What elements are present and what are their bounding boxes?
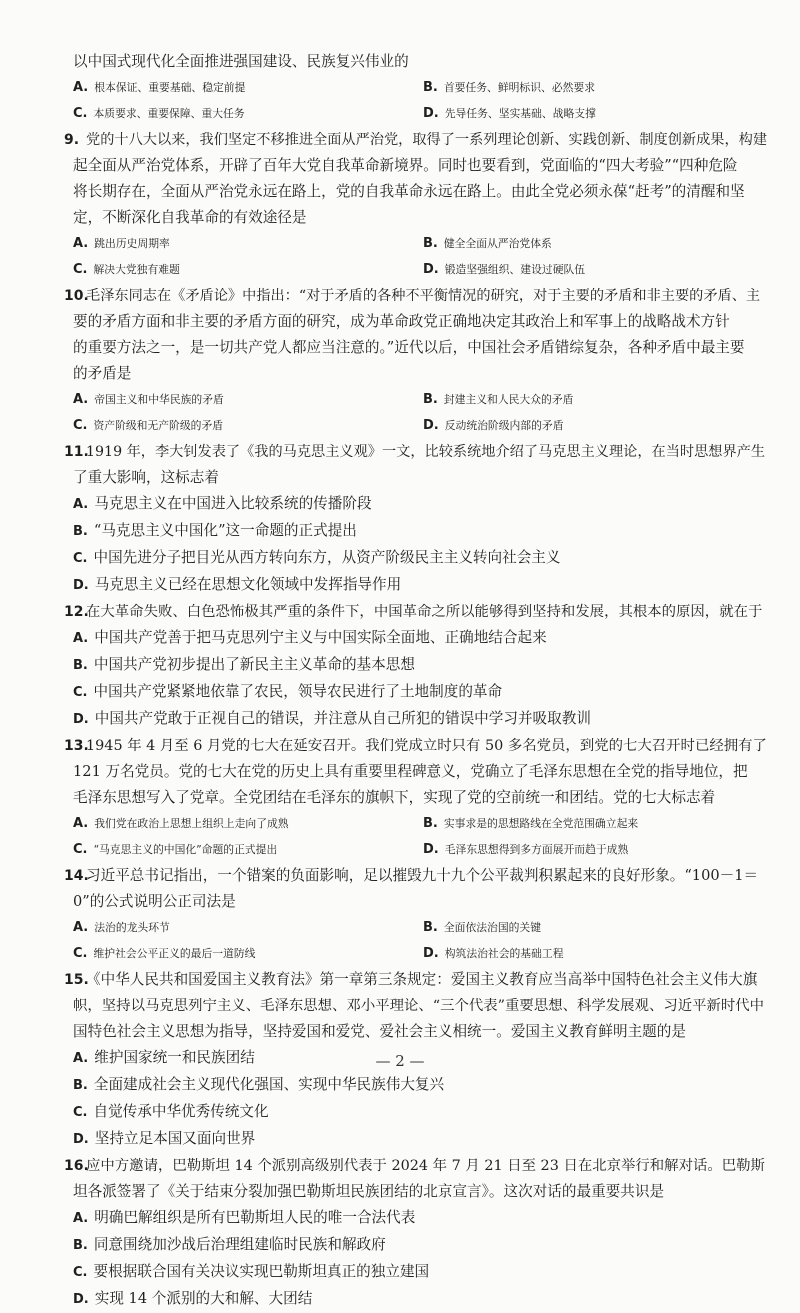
option-text: 坚持立足本国又面向世界 xyxy=(94,1130,256,1147)
option-text: 跳出历史周期率 xyxy=(94,237,170,250)
option-key: B. xyxy=(73,1238,88,1253)
option-key: B. xyxy=(423,236,438,251)
option-key: A. xyxy=(73,816,89,831)
options-group xyxy=(64,625,764,733)
question-number: 14. xyxy=(64,868,89,884)
option-key: C. xyxy=(73,418,88,433)
option-b[interactable] xyxy=(73,1072,764,1099)
option-key: D. xyxy=(423,262,439,277)
option-c[interactable] xyxy=(73,679,764,706)
options-grid xyxy=(64,75,764,127)
question-stem-text: 党的十八大以来，我们坚定不移推进全面从严治党，取得了一系列理论创新、实践创新、制度创新成果，构建 xyxy=(86,132,768,148)
option-text: 全面建成社会主义现代化强国、实现中华民族伟大复兴 xyxy=(93,1076,445,1093)
option-text: 构筑法治社会的基础工程 xyxy=(444,947,564,960)
option-key: C. xyxy=(73,685,88,700)
option-b[interactable] xyxy=(423,231,773,257)
option-key: D. xyxy=(73,1132,89,1147)
option-key: B. xyxy=(73,524,88,539)
option-key: A. xyxy=(73,1051,89,1066)
question-stem-line: 的矛盾是 xyxy=(73,365,132,382)
option-text: 毛泽东思想得到多方面展开而趋于成熟 xyxy=(444,843,629,856)
option-key: A. xyxy=(73,631,89,646)
option-key: D. xyxy=(423,842,439,857)
option-key: B. xyxy=(73,658,88,673)
option-key: A. xyxy=(73,236,89,251)
option-a[interactable] xyxy=(73,625,764,652)
option-key: C. xyxy=(73,842,88,857)
question-stem-line xyxy=(64,967,764,993)
option-key: C. xyxy=(73,1105,88,1120)
option-text: 解决大党独有难题 xyxy=(93,263,180,276)
option-text: 资产阶级和无产阶级的矛盾 xyxy=(93,419,224,432)
option-a[interactable] xyxy=(73,231,423,257)
question-stem-text: 1919 年，李大钊发表了《我的马克思主义观》一文，比较系统地介绍了马克思主义理论，在当时思想界产生 xyxy=(86,444,766,460)
option-d[interactable]: D. 先导任务、坚实基础、战略支撑 xyxy=(423,106,596,121)
option-c[interactable]: C. 本质要求、重要保障、重大任务 xyxy=(73,106,245,121)
question-11 xyxy=(64,439,764,599)
question-number: 13. xyxy=(64,738,89,754)
options-group xyxy=(64,491,764,599)
options-group xyxy=(64,387,764,439)
option-text: “马克思主义中国化”这一命题的正式提出 xyxy=(93,522,357,539)
question-12 xyxy=(64,599,764,733)
option-text: 自觉传承中华优秀传统文化 xyxy=(93,1103,269,1120)
option-c[interactable] xyxy=(73,1099,764,1126)
option-b[interactable] xyxy=(73,652,764,679)
option-text: 锻造坚强组织、建设过硬队伍 xyxy=(444,263,586,276)
option-a[interactable] xyxy=(73,811,423,837)
question-stem-line: 坦各派签署了《关于结束分裂加强巴勒斯坦民族团结的北京宣言》。这次对话的最重要共识是 xyxy=(73,1183,665,1200)
option-b[interactable] xyxy=(73,518,764,545)
question-stem-line xyxy=(64,439,764,465)
option-key: B. xyxy=(423,920,438,935)
option-key: B. xyxy=(423,816,438,831)
option-c[interactable] xyxy=(73,837,423,863)
option-d[interactable] xyxy=(73,1126,764,1153)
question-stem-line: 0”的公式说明公正司法是 xyxy=(73,893,236,910)
option-b[interactable] xyxy=(423,915,773,941)
option-d[interactable] xyxy=(423,941,773,967)
question-stem-line: 了重大影响，这标志着 xyxy=(73,469,219,486)
option-d[interactable] xyxy=(73,572,764,599)
option-key: C. xyxy=(73,1265,88,1280)
option-c[interactable] xyxy=(73,413,423,439)
question-stem-line xyxy=(64,127,768,153)
question-stem-line: 起全面从严治党体系，开辟了百年大党自我革命新境界。同时也要看到，党面临的“四大考验”“四种危险 xyxy=(73,157,738,174)
question-stem-line: 以中国式现代化全面推进强国建设、民族复兴伟业的 xyxy=(73,53,409,70)
question-stem-text: 应中方邀请，巴勒斯坦 14 个派别高级别代表于 2024 年 7 月 21 日至 23 日在北京举行和解对话。巴勒斯 xyxy=(86,1158,765,1174)
option-key: B. xyxy=(423,392,438,407)
question-stem-text: 习近平总书记指出，一个错案的负面影响，足以摧毁九十九个公平裁判积累起来的良好形象。“100－1＝ xyxy=(86,867,759,884)
question-stem-line xyxy=(64,733,767,759)
option-text: 马克思主义已经在思想文化领域中发挥指导作用 xyxy=(94,576,402,593)
question-stem-text: 毛泽东同志在《矛盾论》中指出：“对于矛盾的各种不平衡情况的研究，对于主要的矛盾和非主要的矛盾、主 xyxy=(86,288,761,304)
question-9 xyxy=(64,127,768,283)
question-stem-line: 毛泽东思想写入了党章。全党团结在毛泽东的旗帜下，实现了党的空前统一和团结。党的七大标志着 xyxy=(73,789,716,806)
option-key: A. xyxy=(73,920,89,935)
option-c[interactable] xyxy=(73,545,764,572)
question-number: 15. xyxy=(64,972,89,988)
option-d[interactable] xyxy=(73,706,764,733)
option-text: 健全全面从严治党体系 xyxy=(443,237,552,250)
question-number: 9. xyxy=(64,132,80,148)
question-list xyxy=(64,49,768,1313)
option-text: 帝国主义和中华民族的矛盾 xyxy=(94,393,224,406)
question-stem-line xyxy=(64,283,764,309)
option-text: 中国先进分子把目光从西方转向东方，从资产阶级民主主义转向社会主义 xyxy=(93,549,561,566)
question-stem-line xyxy=(64,599,764,625)
question-number: 16. xyxy=(64,1158,89,1174)
option-c[interactable] xyxy=(73,257,423,283)
option-b[interactable] xyxy=(423,811,773,837)
question-stem-text: 在大革命失败、白色恐怖极其严重的条件下，中国革命之所以能够得到坚持和发展，其根本的原因，就在于 xyxy=(86,604,763,620)
option-text: 我们党在政治上思想上组织上走向了成熟 xyxy=(94,817,289,830)
option-b[interactable] xyxy=(73,1232,764,1259)
questions-container xyxy=(64,127,768,1313)
option-text: 法治的龙头环节 xyxy=(94,921,170,934)
option-key: D. xyxy=(423,418,439,433)
question-number: 11. xyxy=(64,444,89,460)
option-d[interactable] xyxy=(423,837,773,863)
option-text: 维护国家统一和民族团结 xyxy=(94,1049,255,1066)
option-text: 维护社会公平正义的最后一道防线 xyxy=(93,947,256,960)
question-14 xyxy=(64,863,764,967)
option-b[interactable]: B. 首要任务、鲜明标识、必然要求 xyxy=(423,80,596,95)
option-a[interactable] xyxy=(73,387,423,413)
question-number: 12. xyxy=(64,604,89,620)
option-key: A. xyxy=(73,392,89,407)
options-group xyxy=(64,915,764,967)
question-stem-line: 的重要方法之一，是一切共产党人都应当注意的。”近代以后，中国社会矛盾错综复杂，各种矛盾中最主要 xyxy=(73,339,745,356)
option-a[interactable] xyxy=(73,915,423,941)
option-key: C. xyxy=(73,551,88,566)
option-a[interactable] xyxy=(73,1205,764,1232)
option-text: 反动统治阶级内部的矛盾 xyxy=(444,419,564,432)
option-text: 全面依法治国的关键 xyxy=(443,921,542,934)
options-group xyxy=(64,231,764,283)
option-key: A. xyxy=(73,1211,89,1226)
question-stem-line: 定，不断深化自我革命的有效途径是 xyxy=(73,209,307,226)
option-key: D. xyxy=(73,1292,89,1307)
option-text: 中国共产党敢于正视自己的错误，并注意从自己所犯的错误中学习并吸取教训 xyxy=(94,710,591,727)
option-a[interactable] xyxy=(73,491,764,518)
option-key: D. xyxy=(423,946,439,961)
option-text: 实现 14 个派别的大和解、大团结 xyxy=(94,1290,313,1307)
question-stem-line xyxy=(64,863,764,889)
option-key: B. xyxy=(73,1078,88,1093)
options-group xyxy=(64,1205,764,1313)
option-text: 同意围绕加沙战后治理组建临时民族和解政府 xyxy=(93,1236,386,1253)
question-stem-line: 帜，坚持以马克思列宁主义、毛泽东思想、邓小平理论、“三个代表”重要思想、科学发展观、习近平新时代中 xyxy=(73,998,765,1014)
option-text: 中国共产党初步提出了新民主主义革命的基本思想 xyxy=(93,656,415,673)
question-stem-line: 要的矛盾方面和非主要的矛盾方面的研究，成为革命政党正确地决定其政治上和军事上的战略战术方针 xyxy=(73,313,730,330)
option-text: 实事求是的思想路线在全党范围确立起来 xyxy=(443,817,639,830)
option-key: D. xyxy=(73,712,89,727)
question-stem-line: 121 万名党员。党的七大在党的历史上具有重要里程碑意义，党确立了毛泽东思想在全党的指导地位，把 xyxy=(73,763,748,780)
option-key: A. xyxy=(73,497,89,512)
option-text: 马克思主义在中国进入比较系统的传播阶段 xyxy=(94,495,372,512)
question-13 xyxy=(64,733,767,863)
question-stem-text: 《中华人民共和国爱国主义教育法》第一章第三条规定：爱国主义教育应当高举中国特色社会主义伟大旗 xyxy=(86,971,758,988)
question-stem-line: 国特色社会主义思想为指导，坚持爱国和爱党、爱社会主义相统一。爱国主义教育鲜明主题的是 xyxy=(73,1023,686,1040)
option-d[interactable] xyxy=(423,257,773,283)
option-key: D. xyxy=(73,578,89,593)
option-key: C. xyxy=(73,946,88,961)
question-stem-text: 1945 年 4 月至 6 月党的七大在延安召开。我们党成立时只有 50 多名党员，到党的七大召开时已经拥有了 xyxy=(86,738,767,754)
question-continued xyxy=(64,49,764,127)
question-16 xyxy=(64,1153,764,1313)
option-c[interactable] xyxy=(73,941,423,967)
question-number: 10. xyxy=(64,288,89,304)
option-text: 中国共产党善于把马克思列宁主义与中国实际全面地、正确地结合起来 xyxy=(94,629,547,646)
option-d[interactable] xyxy=(73,1286,764,1313)
option-a[interactable]: A. 根本保证、重要基础、稳定前提 xyxy=(73,80,246,95)
option-key: C. xyxy=(73,262,88,277)
option-text: 要根据联合国有关决议实现巴勒斯坦真正的独立建国 xyxy=(93,1263,430,1280)
option-b[interactable] xyxy=(423,387,773,413)
question-stem-line: 将长期存在，全面从严治党永远在路上，党的自我革命永远在路上。由此全党必须永葆“赶考”的清醒和坚 xyxy=(73,183,745,200)
option-d[interactable] xyxy=(423,413,773,439)
page-number: — 2 — xyxy=(375,1052,425,1070)
option-text: 明确巴解组织是所有巴勒斯坦人民的唯一合法代表 xyxy=(94,1209,416,1226)
option-text: 封建主义和人民大众的矛盾 xyxy=(443,393,574,406)
options-group xyxy=(64,811,764,863)
question-stem-line xyxy=(64,1153,764,1179)
question-10 xyxy=(64,283,764,439)
option-c[interactable] xyxy=(73,1259,764,1286)
option-text: “马克思主义的中国化”命题的正式提出 xyxy=(93,843,278,856)
option-text: 中国共产党紧紧地依靠了农民，领导农民进行了土地制度的革命 xyxy=(93,683,503,700)
